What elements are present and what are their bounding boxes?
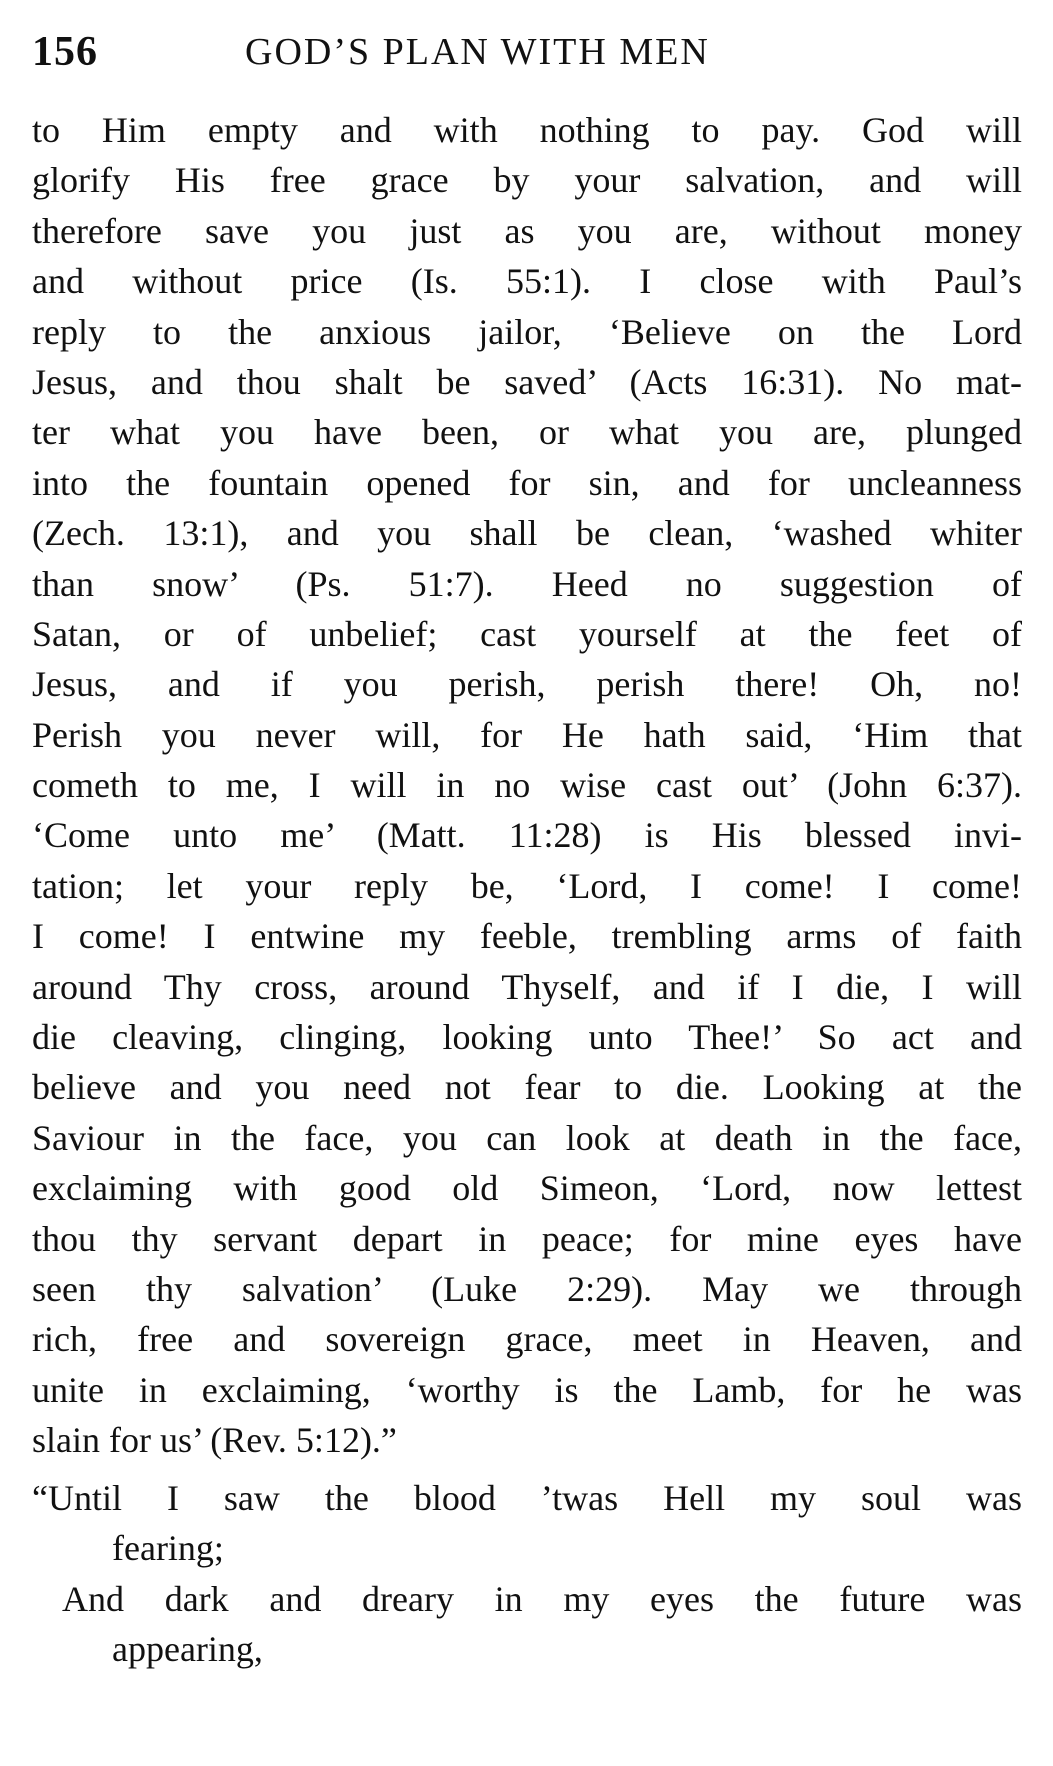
text-line: Satan, or of unbelief; cast yourself at the feet of: [32, 613, 1022, 654]
text-line: reply to the anxious jailor, ‘Believe on the Lord: [32, 311, 1022, 352]
text-line: to Him empty and with nothing to pay. God will: [32, 110, 1022, 150]
text-line: tation; let your reply be, ‘Lord, I come! I come!: [32, 865, 1022, 906]
verse-line: “Until I saw the blood ’twas Hell my soul was: [32, 1478, 1022, 1518]
text-line: therefore save you just as you are, without money: [32, 210, 1022, 251]
page-number: 156: [32, 29, 98, 75]
text-line: unite in exclaiming, ‘worthy is the Lamb, for he was: [32, 1369, 1022, 1410]
text-line: (Zech. 13:1), and you shall be clean, ‘washed whiter: [32, 513, 1022, 554]
text-line: Perish you never will, for He hath said, ‘Him that: [32, 714, 1022, 755]
text-line: exclaiming with good old Simeon, ‘Lord, now lettest: [32, 1168, 1022, 1209]
text-line: into the fountain opened for sin, and for uncleanness: [32, 462, 1022, 503]
text-line: cometh to me, I will in no wise cast out’ (John 6:37).: [32, 765, 1022, 806]
verse-line-turnover: appearing,: [112, 1629, 263, 1670]
text-line: thou thy servant depart in peace; for mine eyes have: [32, 1218, 1022, 1259]
running-head: GOD’S PLAN WITH MEN: [245, 31, 710, 73]
text-line: glorify His free grace by your salvation, and will: [32, 160, 1022, 201]
text-line: and without price (Is. 55:1). I close with Paul’s: [32, 261, 1022, 302]
text-line: ‘Come unto me’ (Matt. 11:28) is His blessed invi-: [32, 815, 1022, 856]
text-line: believe and you need not fear to die. Looking at the: [32, 1067, 1022, 1108]
verse-line-turnover: fearing;: [112, 1528, 224, 1569]
text-line: I come! I entwine my feeble, trembling arms of faith: [32, 916, 1022, 957]
text-line: rich, free and sovereign grace, meet in Heaven, and: [32, 1319, 1022, 1360]
page-header: [32, 22, 1022, 82]
text-line: Jesus, and thou shalt be saved’ (Acts 16:31). No mat-: [32, 361, 1022, 402]
text-line: Saviour in the face, you can look at death in the face,: [32, 1117, 1022, 1158]
verse-quotation: [32, 1473, 1022, 1675]
text-line: ter what you have been, or what you are, plunged: [32, 412, 1022, 453]
text-line: Jesus, and if you perish, perish there! Oh, no!: [32, 664, 1022, 705]
text-line: die cleaving, clinging, looking unto Thee!’ So act and: [32, 1017, 1022, 1058]
body-paragraph: [32, 105, 1022, 1466]
text-line: slain for us’ (Rev. 5:12).”: [32, 1420, 397, 1461]
text-line: seen thy salvation’ (Luke 2:29). May we through: [32, 1268, 1022, 1309]
verse-line: And dark and dreary in my eyes the future was: [62, 1578, 1022, 1619]
text-line: around Thy cross, around Thyself, and if I die, I will: [32, 966, 1022, 1007]
text-line: than snow’ (Ps. 51:7). Heed no suggestion of: [32, 563, 1022, 604]
